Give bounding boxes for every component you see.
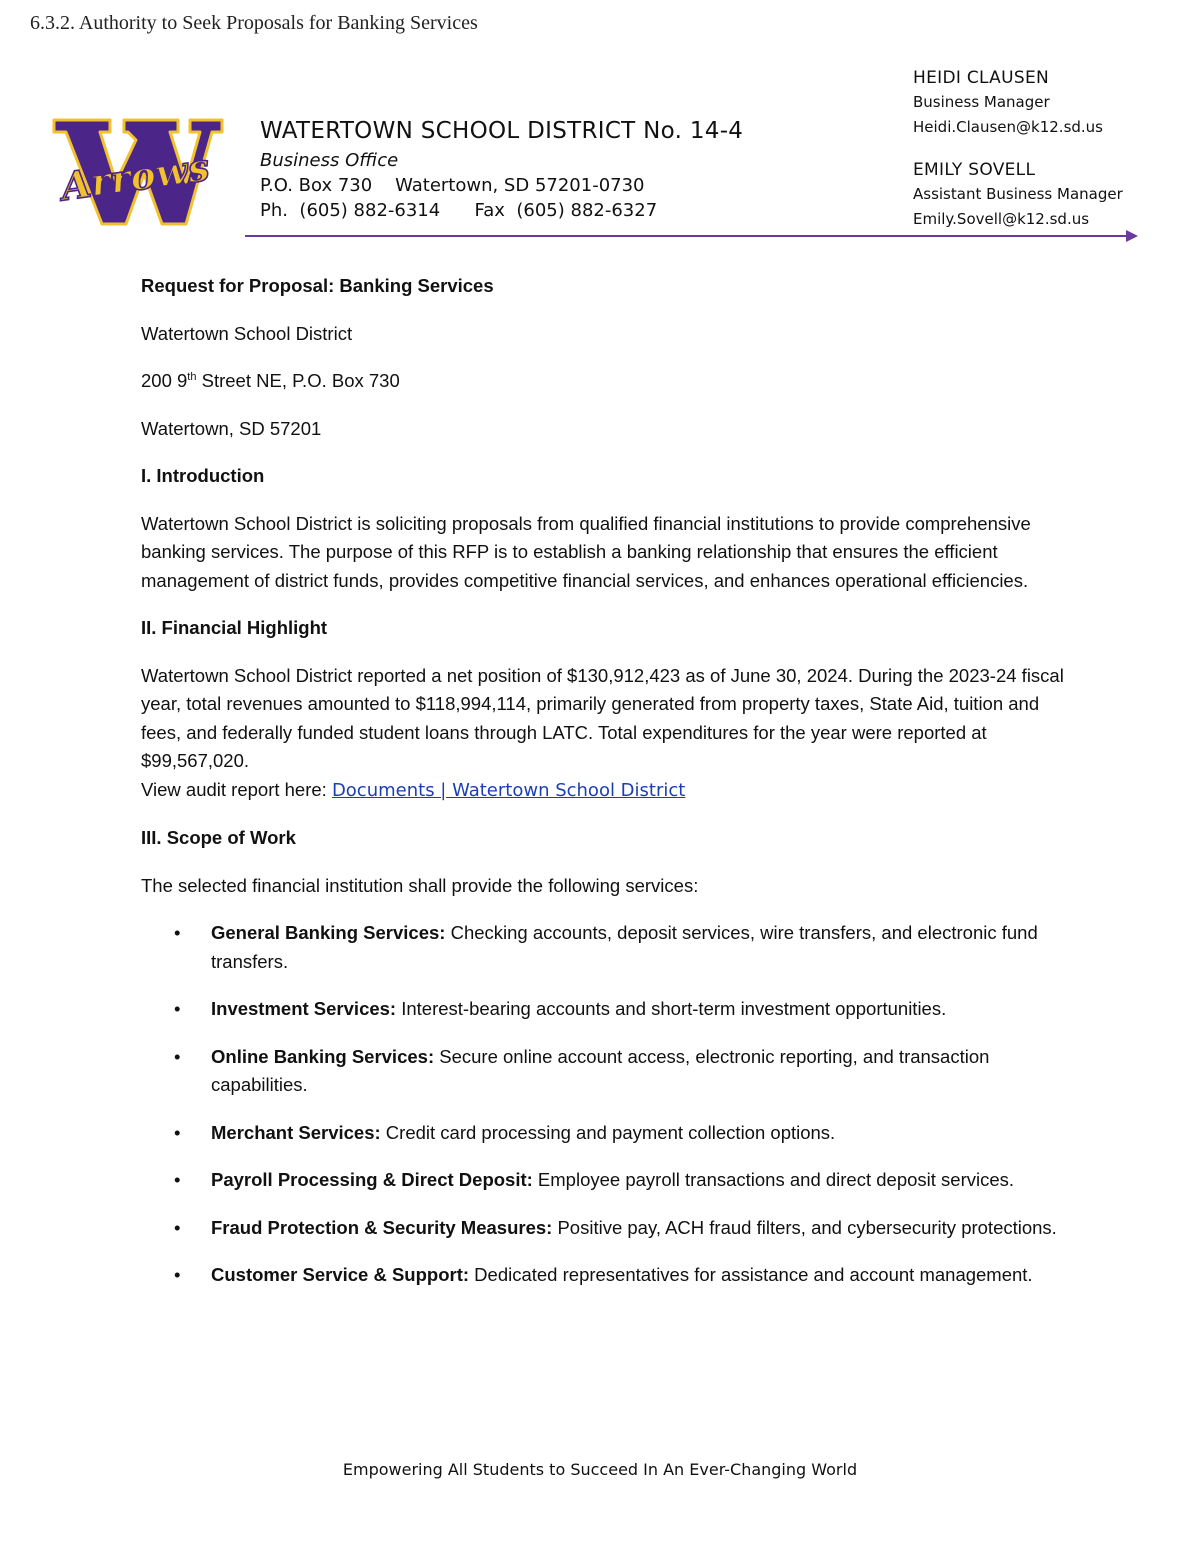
- list-item: [141, 919, 1071, 976]
- bullet-icon: •: [174, 922, 181, 943]
- section-heading-introduction: I. Introduction: [141, 465, 265, 486]
- street-ordinal: th: [187, 370, 197, 383]
- service-title: Merchant Services:: [211, 1121, 381, 1143]
- bullet-icon: •: [174, 1169, 181, 1190]
- document-body: [141, 272, 1071, 1309]
- section-heading-scope: III. Scope of Work: [141, 827, 296, 848]
- service-title: Customer Service & Support:: [211, 1264, 470, 1285]
- contact-business-manager: [913, 66, 1123, 140]
- city-line: Watertown, SD 57201: [141, 417, 322, 439]
- contact-name: EMILY SOVELL: [913, 160, 1036, 180]
- list-item: [141, 995, 1071, 1024]
- contact-email[interactable]: Emily.Sovell@k12.sd.us: [913, 210, 1090, 228]
- contact-role: Business Manager: [913, 93, 1050, 111]
- letterhead-rule: [245, 235, 1128, 237]
- service-desc: Dedicated representatives for assistance and account management.: [469, 1264, 1033, 1285]
- services-list: [141, 919, 1071, 1290]
- office-address: P.O. Box 730 Watertown, SD 57201-0730: [260, 175, 645, 196]
- contact-role: Assistant Business Manager: [913, 185, 1123, 203]
- financial-text: Watertown School District reported a net position of $130,912,423 as of June 30, 2024. During the 2023-24 fiscal year, total revenues amounted to $118,994,114, primarily generated from property taxes, State Aid, tuition and fees, and federally funded student loans through LATC. Total expenditures for the year were reported at $99,567,020.: [141, 664, 1064, 771]
- office-name: Business Office: [260, 150, 399, 171]
- bullet-icon: •: [174, 1264, 181, 1285]
- service-desc: Employee payroll transactions and direct deposit services.: [532, 1169, 1015, 1190]
- bullet-icon: •: [174, 998, 181, 1019]
- service-title: Fraud Protection & Security Measures:: [211, 1216, 553, 1238]
- service-desc: Interest-bearing accounts and short-term investment opportunities.: [396, 998, 947, 1019]
- audit-link-prefix: View audit report here:: [141, 778, 332, 800]
- service-desc: Secure online account access, electronic reporting, and transaction capabilities.: [211, 1045, 990, 1095]
- contact-name: HEIDI CLAUSEN: [913, 68, 1049, 88]
- service-desc: Credit card processing and payment collection options.: [380, 1121, 836, 1143]
- scope-intro: The selected financial institution shall provide the following services:: [141, 874, 699, 896]
- list-item: [141, 1214, 1071, 1243]
- document-title: Request for Proposal: Banking Services: [141, 275, 494, 296]
- introduction-text: Watertown School District is soliciting proposals from qualified financial institutions to provide comprehensive banking services. The purpose of this RFP is to establish a banking relationship that ensures the efficient management of district funds, provides competitive financial services, and enhances operational efficiencies.: [141, 512, 1031, 591]
- street-number: 200 9: [141, 370, 188, 391]
- financial-paragraph: [141, 662, 1071, 806]
- list-item: [141, 1166, 1071, 1195]
- district-name: WATERTOWN SCHOOL DISTRICT No. 14-4: [260, 118, 744, 144]
- section-heading-financial: II. Financial Highlight: [141, 617, 328, 638]
- office-phone-fax: Ph. (605) 882-6314 Fax (605) 882-6327: [260, 200, 658, 221]
- bullet-icon: •: [174, 1216, 181, 1238]
- list-item: [141, 1043, 1071, 1100]
- list-item: [141, 1261, 1071, 1290]
- street-address: [141, 367, 1071, 396]
- footer-tagline: Empowering All Students to Succeed In An Ever-Changing World: [342, 1460, 858, 1479]
- contact-assistant-business-manager: [913, 158, 1123, 232]
- bullet-icon: •: [174, 1121, 181, 1143]
- agenda-item-label: 6.3.2. Authority to Seek Proposals for Banking Services: [30, 12, 478, 34]
- service-title: Investment Services:: [211, 998, 397, 1019]
- service-desc: Checking accounts, deposit services, wire transfers, and electronic fund transfers.: [211, 922, 1038, 972]
- service-title: Payroll Processing & Direct Deposit:: [211, 1169, 533, 1190]
- list-item: [141, 1119, 1071, 1148]
- org-name: Watertown School District: [141, 322, 353, 344]
- audit-report-link[interactable]: Documents | Watertown School District: [331, 779, 686, 801]
- arrows-logo: [40, 112, 232, 230]
- contacts: [913, 66, 1123, 250]
- letterhead: [260, 118, 743, 225]
- rule-arrow-icon: [1126, 230, 1138, 242]
- service-desc: Positive pay, ACH fraud filters, and cybersecurity protections.: [552, 1216, 1057, 1238]
- street-rest: Street NE, P.O. Box 730: [196, 370, 400, 391]
- service-title: Online Banking Services:: [211, 1045, 435, 1067]
- contact-email[interactable]: Heidi.Clausen@k12.sd.us: [913, 118, 1103, 136]
- bullet-icon: •: [174, 1045, 181, 1067]
- logo-script-text: Arrows: [58, 143, 213, 210]
- service-title: General Banking Services:: [211, 922, 446, 943]
